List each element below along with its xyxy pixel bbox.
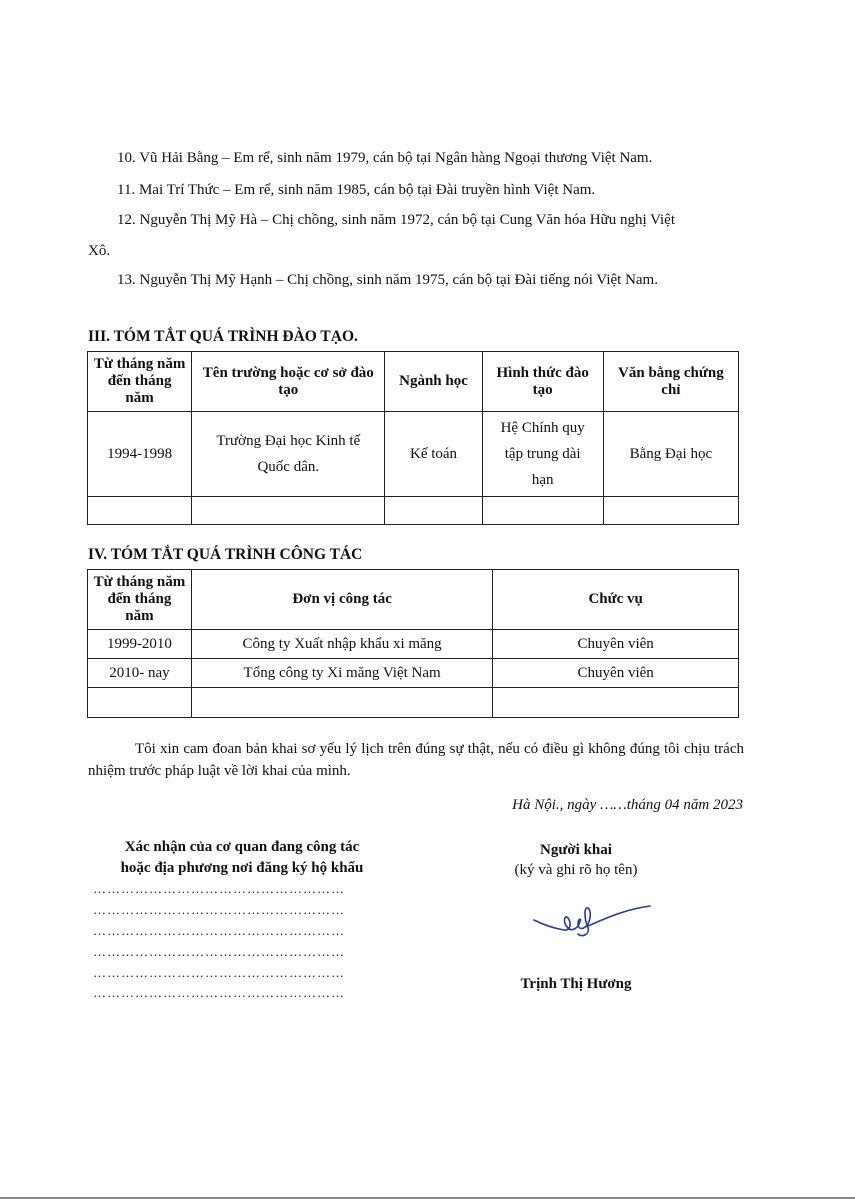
table-cell: 1994-1998 [88, 412, 192, 497]
header-position: Chức vụ [493, 570, 739, 630]
table-cell: Hệ Chính quy tập trung dài hạn [482, 412, 603, 497]
table-cell [192, 497, 385, 525]
signature-dotted-line: ……………………………………………… [93, 985, 345, 1000]
table-cell: Kế toán [385, 412, 482, 497]
table-cell: 2010- nay [88, 659, 192, 688]
table-cell [385, 497, 482, 525]
header-degree: Văn bằng chứng chỉ [603, 352, 738, 412]
relative-item: 13. Nguyễn Thị Mỹ Hạnh – Chị chồng, sinh năm 1975, cán bộ tại Đài tiếng nói Việt Nam. [117, 272, 658, 288]
header-mode: Hình thức đào tạo [482, 352, 603, 412]
table-cell [482, 497, 603, 525]
table-row [88, 659, 739, 688]
table-cell: Chuyên viên [493, 659, 739, 688]
confirmation-heading [82, 837, 402, 879]
handwritten-signature [532, 898, 652, 943]
relative-item: 10. Vũ Hải Bằng – Em rể, sinh năm 1979, cán bộ tại Ngân hàng Ngoại thương Việt Nam. [117, 150, 653, 166]
declarant-title: Người khai [540, 842, 612, 858]
date-line: Hà Nội., ngày ……tháng 04 năm 2023 [512, 797, 743, 813]
confirmation-line1: Xác nhận của cơ quan đang công tác [124, 839, 360, 855]
signature-dotted-line: ……………………………………………… [93, 881, 345, 896]
signature-dotted-line: ……………………………………………… [93, 965, 345, 980]
header-unit: Đơn vị công tác [191, 570, 492, 630]
training-table [87, 351, 739, 525]
table-cell [88, 688, 192, 718]
header-major: Ngành học [385, 352, 482, 412]
work-section-title: IV. TÓM TẮT QUÁ TRÌNH CÔNG TÁC [88, 546, 363, 563]
table-cell: 1999-2010 [88, 630, 192, 659]
relative-item: 11. Mai Trí Thức – Em rể, sinh năm 1985, cán bộ tại Đài truyền hình Việt Nam. [117, 182, 596, 198]
table-cell [88, 497, 192, 525]
declarant-name: Trịnh Thị Hương [520, 976, 632, 992]
commitment-statement: Tôi xin cam đoan bản khai sơ yếu lý lịch trên đúng sự thật, nếu có điều gì không đúng tôi chịu trách nhiệm trước pháp luật về lời khai của mình. [88, 741, 744, 779]
table-cell: Bằng Đại học [603, 412, 738, 497]
table-cell [191, 688, 492, 718]
signature-dotted-line: ……………………………………………… [93, 923, 345, 938]
header-period: Từ tháng năm đến tháng năm [88, 570, 192, 630]
table-cell [603, 497, 738, 525]
signature-dotted-line: ……………………………………………… [93, 902, 345, 917]
declarant-block [476, 840, 676, 880]
header-period: Từ tháng năm đến tháng năm [88, 352, 192, 412]
table-header-row [88, 352, 739, 412]
table-cell [493, 688, 739, 718]
table-cell: Trường Đại học Kinh tế Quốc dân. [192, 412, 385, 497]
table-row [88, 688, 739, 718]
signature-dotted-line: ……………………………………………… [93, 944, 345, 959]
header-school: Tên trường hoặc cơ sở đào tạo [192, 352, 385, 412]
training-section-title: III. TÓM TẮT QUÁ TRÌNH ĐÀO TẠO. [88, 328, 358, 345]
page-edge-divider [0, 1197, 855, 1199]
confirmation-line2: hoặc địa phương nơi đăng ký hộ khẩu [120, 860, 364, 876]
table-cell: Tổng công ty Xi măng Việt Nam [191, 659, 492, 688]
table-cell: Công ty Xuất nhập khẩu xi măng [191, 630, 492, 659]
relative-item: 12. Nguyễn Thị Mỹ Hà – Chị chồng, sinh năm 1972, cán bộ tại Cung Văn hóa Hữu nghị Việt [117, 212, 676, 228]
declarant-instruction: (ký và ghi rõ họ tên) [514, 862, 638, 878]
work-table [87, 569, 739, 718]
table-header-row [88, 570, 739, 630]
table-row [88, 630, 739, 659]
table-cell: Chuyên viên [493, 630, 739, 659]
table-row [88, 412, 739, 497]
relative-item-continuation: Xô. [88, 243, 111, 259]
table-row [88, 497, 739, 525]
